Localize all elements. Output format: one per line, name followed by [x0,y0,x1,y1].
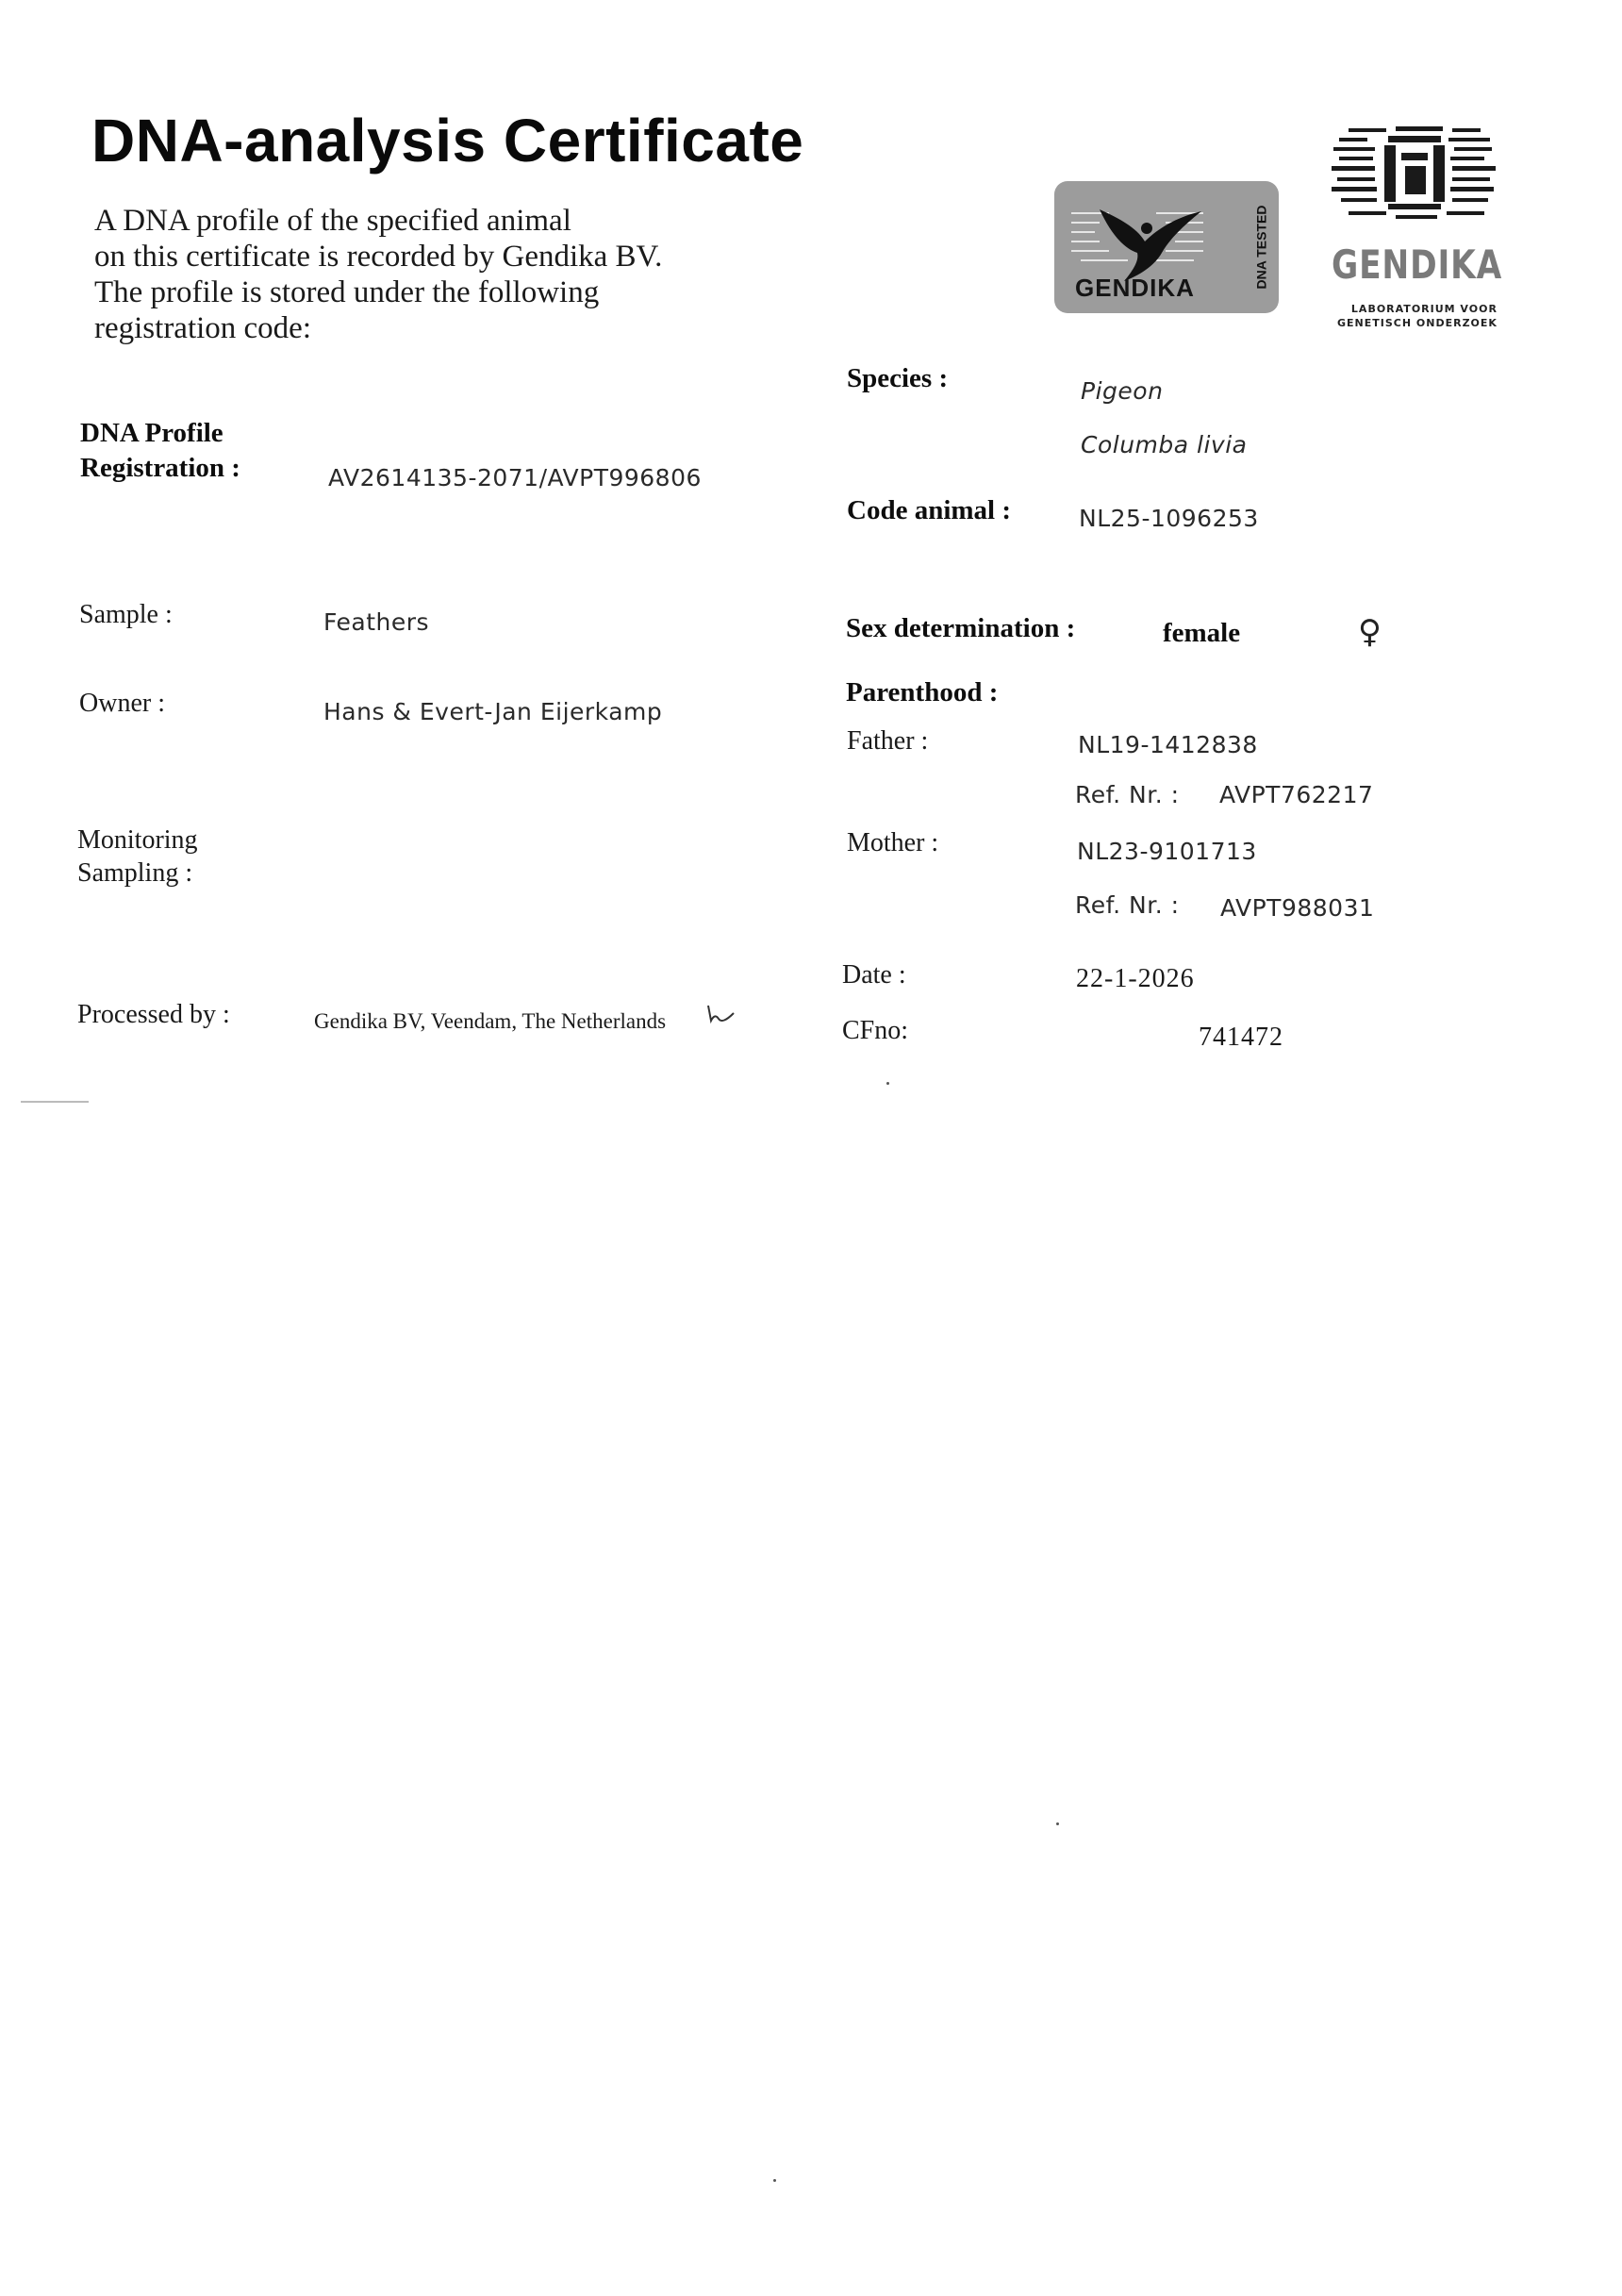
stamp-brand-text: GENDIKA [1075,274,1195,302]
sample-value: Feathers [323,608,430,636]
scan-dash-mark [21,1101,89,1103]
cfno-value: 741472 [1199,1023,1283,1052]
processed-by-label: Processed by : [77,1000,230,1029]
parenthood-label: Parenthood : [846,677,999,707]
female-symbol-icon: ♀ [1358,613,1382,651]
mother-label: Mother : [847,828,939,857]
father-value: NL19-1412838 [1078,731,1258,758]
registration-value: AV2614135-2071/AVPT996806 [328,464,702,491]
handwritten-tick-mark [705,1002,737,1030]
logo-subtitle-line-1: LABORATORIUM VOOR [1350,303,1498,315]
stamp-side-text: DNA TESTED [1253,205,1268,290]
father-label: Father : [847,726,929,756]
father-ref-label: Ref. Nr. : [1075,781,1180,808]
date-label: Date : [842,960,906,990]
species-latin-value: Columba livia [1081,431,1248,458]
sampling-label: Sampling : [77,858,193,888]
mother-ref-value: AVPT988031 [1220,894,1375,922]
intro-text [94,203,662,346]
logo-brand-name: GENDIKA [1332,241,1503,288]
owner-value: Hans & Evert-Jan Eijerkamp [323,698,663,725]
scan-speck [1056,1822,1059,1825]
owner-label: Owner : [79,689,165,718]
intro-line-3: The profile is stored under the following [94,275,600,309]
dna-tested-stamp [1054,181,1279,313]
logo-subtitle-line-2: GENETISCH ONDERZOEK [1337,317,1498,329]
logo-subtitle [1337,302,1498,330]
sex-determination-label: Sex determination : [846,613,1076,643]
sample-label: Sample : [79,600,173,629]
cfno-label: CFno: [842,1016,909,1045]
processed-by-value [314,1009,666,1034]
intro-line-2: on this certificate is recorded by Gendika BV. [94,240,663,274]
scan-speck [773,2179,776,2182]
registration-label: Registration : [80,453,240,483]
scan-speck [886,1082,889,1085]
species-common-value: Pigeon [1081,377,1164,405]
processed-by-text: Gendika BV, Veendam, The Netherlands [314,1009,667,1033]
monitoring-label: Monitoring [77,825,198,855]
intro-line-4: registration code: [94,311,312,345]
sex-value: female [1163,618,1241,648]
stamp-side-label [1249,189,1273,306]
certificate-title: DNA-analysis Certificate [91,107,804,175]
species-label: Species : [847,363,949,393]
gendika-logo-icon [1330,125,1499,228]
father-ref-value: AVPT762217 [1219,781,1374,808]
mother-value: NL23-9101713 [1077,838,1257,865]
dna-profile-label: DNA Profile [80,418,223,448]
code-animal-label: Code animal : [847,495,1011,525]
mother-ref-label: Ref. Nr. : [1075,891,1180,919]
date-value: 22-1-2026 [1076,964,1195,993]
code-animal-value: NL25-1096253 [1079,505,1259,532]
pigeon-icon [1092,200,1205,285]
intro-line-1: A DNA profile of the specified animal [94,204,571,238]
